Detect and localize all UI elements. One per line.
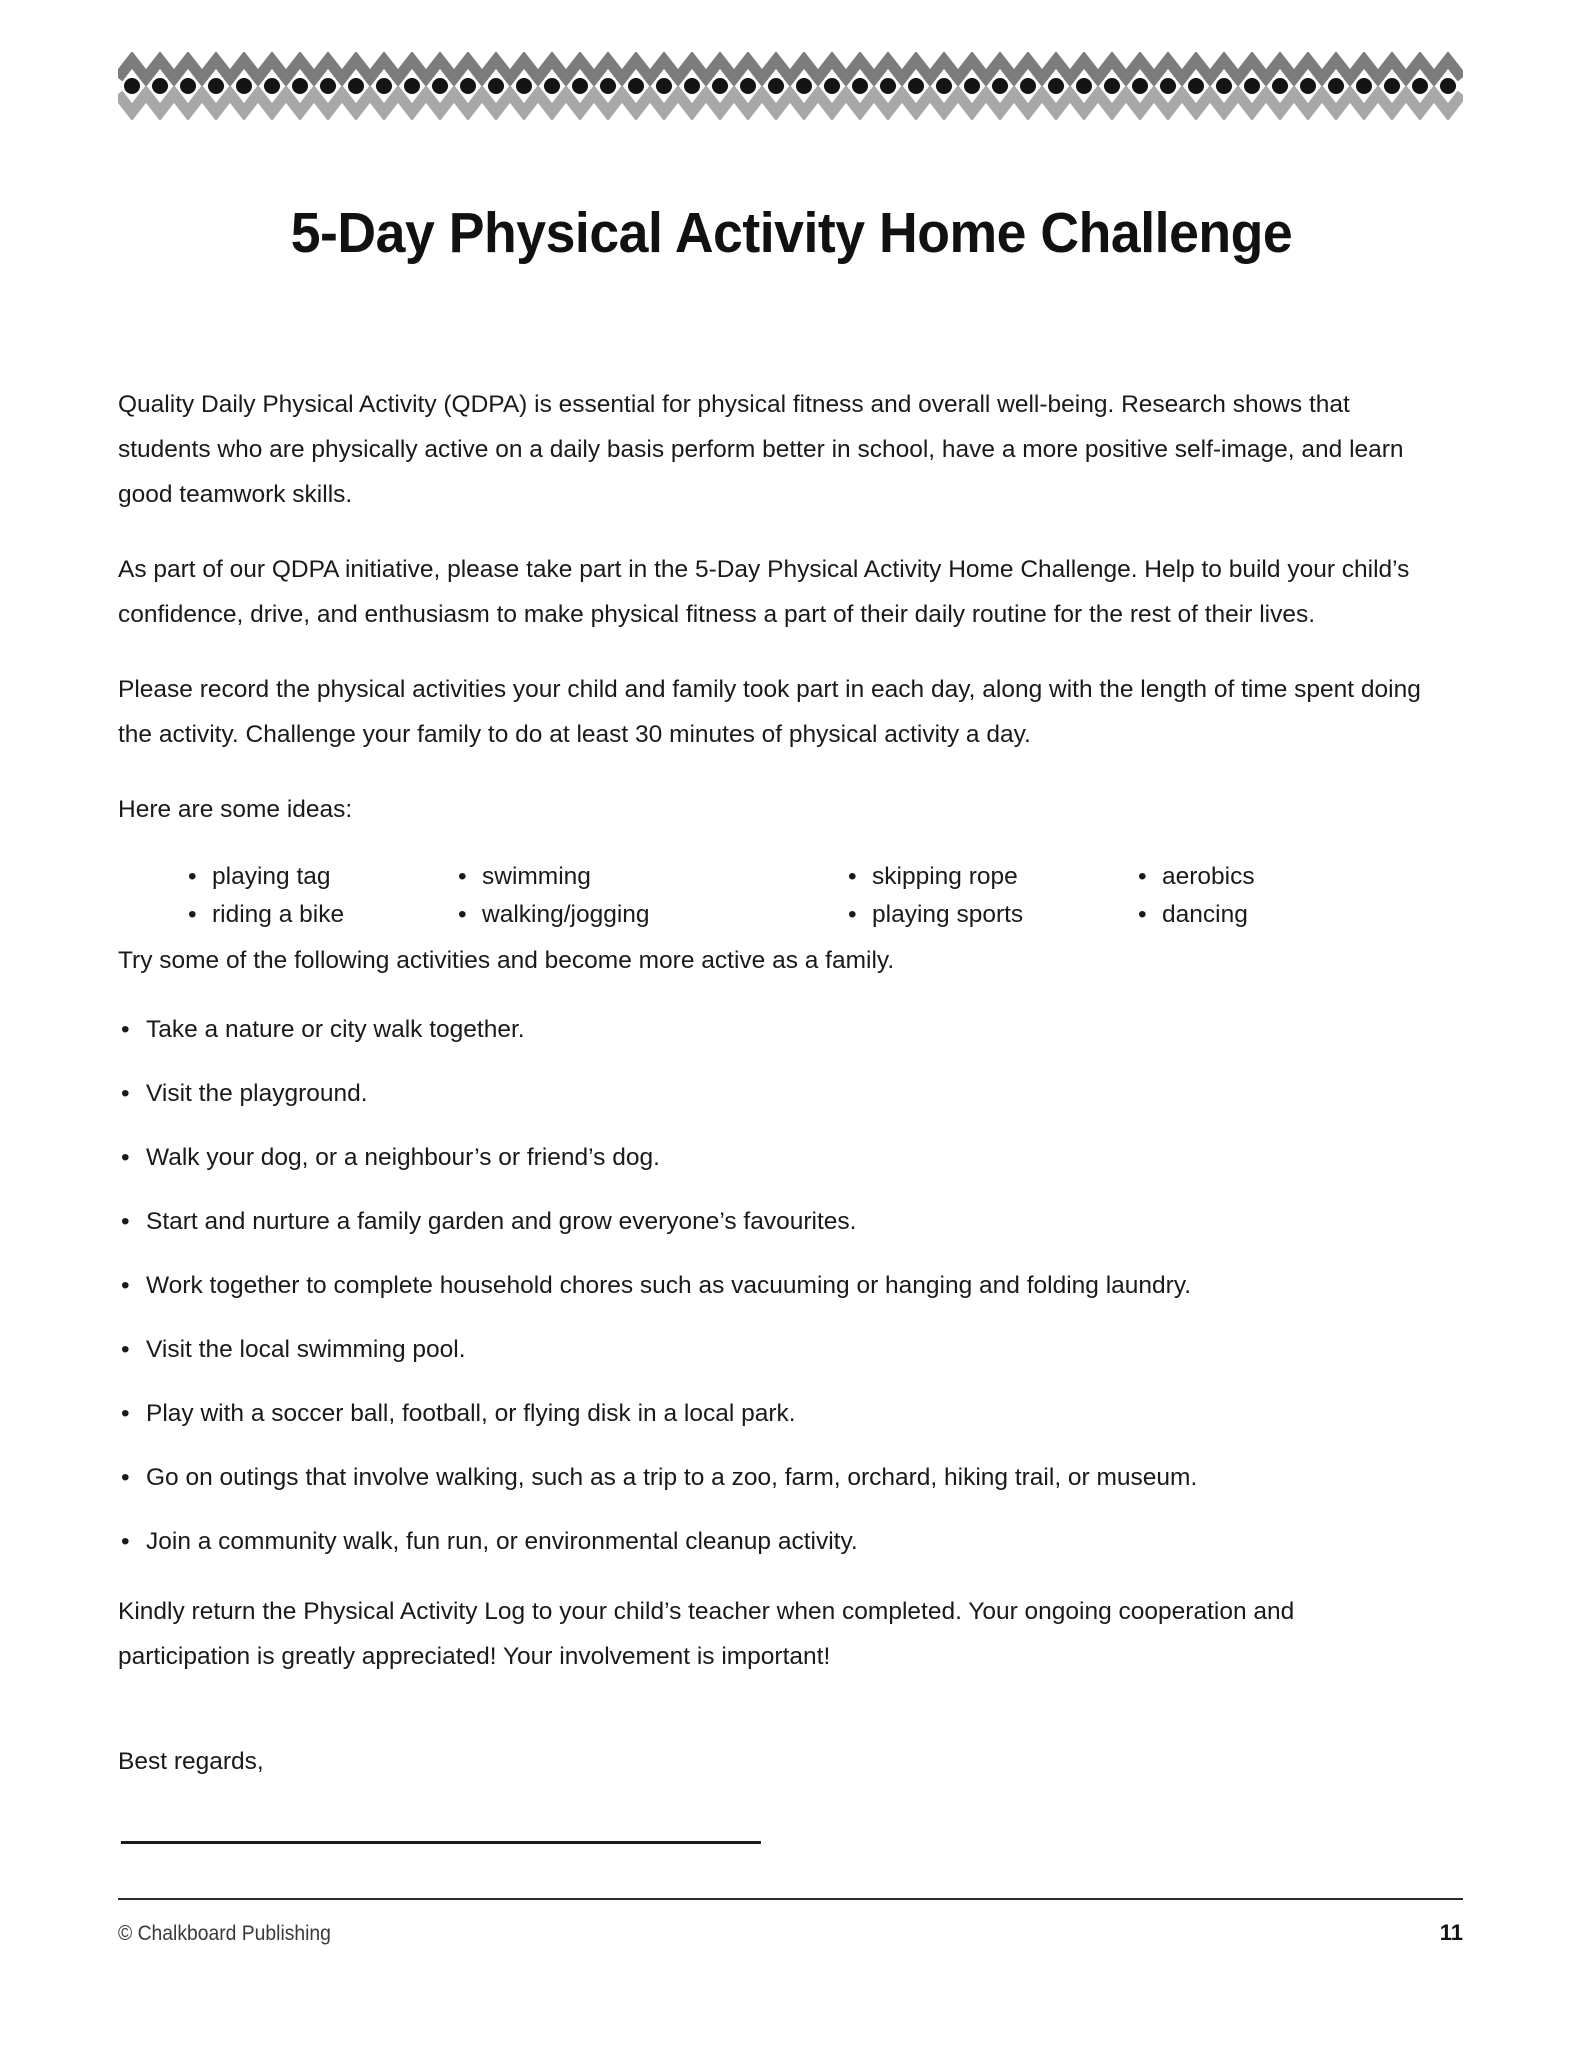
bullet-icon: • — [188, 863, 197, 890]
page-footer — [118, 1920, 1463, 1946]
bullet-icon: • — [121, 1336, 130, 1363]
bullet-icon: • — [121, 1528, 130, 1555]
bullet-icon: • — [121, 1208, 130, 1235]
idea-item — [842, 896, 1132, 934]
idea-label: playing tag — [212, 863, 331, 890]
list-item — [118, 1333, 1421, 1367]
list-item-label: Take a nature or city walk together. — [146, 1016, 525, 1043]
idea-label: playing sports — [872, 901, 1024, 928]
idea-label: aerobics — [1162, 863, 1255, 890]
letter-body — [118, 320, 1421, 1844]
bullet-icon: • — [848, 901, 857, 928]
bullet-icon: • — [121, 1016, 130, 1043]
list-item-label: Visit the playground. — [146, 1080, 368, 1107]
paragraph-closing: Kindly return the Physical Activity Log to your child’s teacher when completed. Your ongoing cooperation and participation is greatly appreciated! Your involvement is important! — [118, 1598, 1295, 1670]
idea-label: swimming — [482, 863, 591, 890]
list-item — [118, 1525, 1421, 1559]
idea-item — [182, 896, 452, 934]
list-item — [118, 1013, 1421, 1047]
paragraph-initiative: As part of our QDPA initiative, please take part in the 5-Day Physical Activity Home Challenge. Help to build your child’s confidence, drive, and enthusiasm to make physical fitness a part of their daily routine for the rest of their lives. — [118, 556, 1410, 628]
bullet-icon: • — [458, 863, 467, 890]
idea-item — [842, 858, 1132, 896]
bullet-icon: • — [121, 1400, 130, 1427]
list-item — [118, 1077, 1421, 1111]
bullet-icon: • — [121, 1464, 130, 1491]
idea-label: dancing — [1162, 901, 1248, 928]
activity-suggestion-list — [118, 1013, 1421, 1559]
idea-label: skipping rope — [872, 863, 1018, 890]
list-item-label: Work together to complete household chores such as vacuuming or hanging and folding laundry. — [146, 1272, 1192, 1299]
list-item-label: Join a community walk, fun run, or environmental cleanup activity. — [146, 1528, 858, 1555]
list-item-label: Go on outings that involve walking, such as a trip to a zoo, farm, orchard, hiking trail, or museum. — [146, 1464, 1198, 1491]
paragraph-record: Please record the physical activities your child and family took part in each day, along with the length of time spent doing the activity. Challenge your family to do at least 30 minutes of physical activity a day. — [118, 676, 1421, 748]
footer-divider — [118, 1898, 1463, 1900]
idea-item — [452, 896, 842, 934]
idea-item — [1132, 858, 1392, 896]
paragraph-try-some: Try some of the following activities and become more active as a family. — [118, 947, 895, 974]
ideas-grid — [182, 858, 1421, 934]
bullet-icon: • — [458, 901, 467, 928]
list-item — [118, 1269, 1421, 1303]
list-item-label: Visit the local swimming pool. — [146, 1336, 466, 1363]
idea-item — [452, 858, 842, 896]
list-item-label: Play with a soccer ball, football, or flying disk in a local park. — [146, 1400, 796, 1427]
bullet-icon: • — [121, 1144, 130, 1171]
bullet-icon: • — [121, 1272, 130, 1299]
decorative-zigzag-border — [118, 52, 1463, 120]
list-item — [118, 1205, 1421, 1239]
bullet-icon: • — [188, 901, 197, 928]
paragraph-intro: Quality Daily Physical Activity (QDPA) is essential for physical fitness and overall well-being. Research shows that students who are physically active on a daily basis perform better in school, have a more positive self-image, and learn good teamwork skills. — [118, 391, 1404, 508]
signature-line — [121, 1841, 761, 1844]
bullet-icon: • — [1138, 901, 1147, 928]
ideas-heading: Here are some ideas: — [118, 796, 353, 823]
idea-label: riding a bike — [212, 901, 345, 928]
page-number: 11 — [1439, 1920, 1463, 1945]
list-item-label: Walk your dog, or a neighbour’s or friend’s dog. — [146, 1144, 660, 1171]
list-item-label: Start and nurture a family garden and grow everyone’s favourites. — [146, 1208, 857, 1235]
idea-label: walking/jogging — [482, 901, 650, 928]
bullet-icon: • — [848, 863, 857, 890]
bullet-icon: • — [1138, 863, 1147, 890]
idea-item — [1132, 896, 1392, 934]
sign-off: Best regards, — [118, 1748, 264, 1775]
list-item — [118, 1461, 1421, 1495]
list-item — [118, 1397, 1421, 1431]
bullet-icon: • — [121, 1080, 130, 1107]
idea-item — [182, 858, 452, 896]
page-title: 5-Day Physical Activity Home Challenge — [290, 201, 1293, 266]
copyright-notice: © Chalkboard Publishing — [118, 1922, 331, 1945]
list-item — [118, 1141, 1421, 1175]
